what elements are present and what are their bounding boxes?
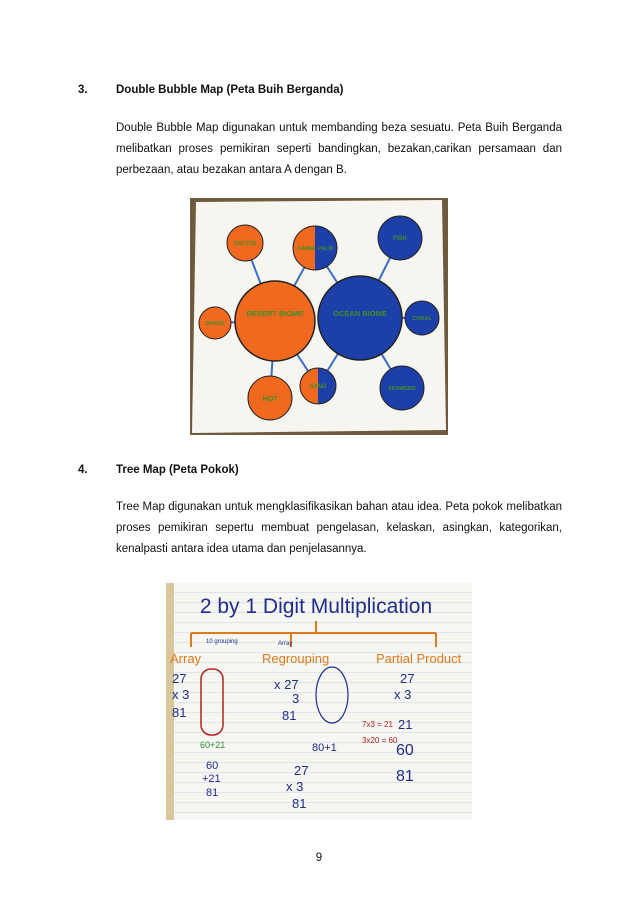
partial-line-4: 3x20 = 60 [362,736,398,745]
desert-biome-circle [235,281,315,361]
array-line-4: 60+21 [200,740,226,750]
right-bubble-3-label: SEAWEED [388,386,416,392]
array-line-1: 27 [172,671,187,686]
regrouping-line-5: 27 [294,763,309,778]
regrouping-line-3: 81 [282,708,297,723]
ocean-biome-label: OCEAN BIOME [333,309,387,318]
shared-bubble-1-label: CAMEL PALM [296,246,334,252]
array-line-7: 81 [206,787,219,799]
double-bubble-map-drawing [190,198,448,435]
branch-note-array: 10 grouping [206,639,238,645]
partial-line-1: 27 [400,671,415,686]
partial-line-2: x 3 [394,687,412,702]
page-number: 9 [315,852,323,864]
regrouping-line-7: 81 [292,796,307,811]
branch-label-partial-product: Partial Product [376,651,462,666]
section-3-title: Double Bubble Map (Peta Buih Berganda) [116,84,344,96]
branch-label-array: Array [170,651,202,666]
regrouping-line-1: x 27 [274,677,299,692]
section-4-number: 4. [78,464,88,476]
desert-biome-label: DESERT BIOME [246,309,304,318]
section-3-number: 3. [78,84,88,96]
section-3-paragraph: Double Bubble Map digunakan untuk membanding beza sesuatu. Peta Buih Berganda melibatkan proses pemikiran seperti bandingkan, bezakan,carikan persamaan dan perbezaan, atau bezakan antara A dengan B. [116,122,562,176]
right-bubble-1-label: FISH [393,236,407,242]
double-bubble-map-photo [190,198,448,435]
left-bubble-2-label: SNAKE [205,321,225,327]
regrouping-line-2: 3 [292,691,300,706]
left-bubble-3-label: HOT [262,396,278,403]
tree-map-title: 2 by 1 Digit Multiplication [199,595,433,618]
right-bubble-2-label: CORAL [412,316,432,322]
array-line-6: +21 [202,773,221,785]
branch-note-regrouping: Array [278,641,293,647]
shared-bubble-2-label: SAND [309,384,327,390]
partial-line-7: 81 [396,768,414,785]
regrouping-line-6: x 3 [286,779,304,794]
branch-label-regrouping: Regrouping [262,651,330,666]
partial-line-6: 60 [396,742,414,759]
section-4-title: Tree Map (Peta Pokok) [116,464,239,476]
array-line-3: 81 [172,705,187,720]
left-bubble-1-label: CACTUS [233,241,257,247]
tree-map-photo [166,583,472,820]
section-4-paragraph: Tree Map digunakan untuk mengklasifikasikan bahan atau idea. Peta pokok melibatkan proses pemikiran sepertu membuat pengelasan, kelaskan, asingkan, kategorikan, kenalpasti antara idea utama dan penjelasannya. [116,501,562,555]
partial-line-5: 21 [398,717,413,732]
ocean-biome-circle [318,276,402,360]
regrouping-line-4: 80+1 [312,742,337,754]
tree-map-drawing [166,583,472,820]
array-line-2: x 3 [172,687,190,702]
array-line-5: 60 [206,760,219,772]
partial-line-3: 7x3 = 21 [362,720,393,729]
